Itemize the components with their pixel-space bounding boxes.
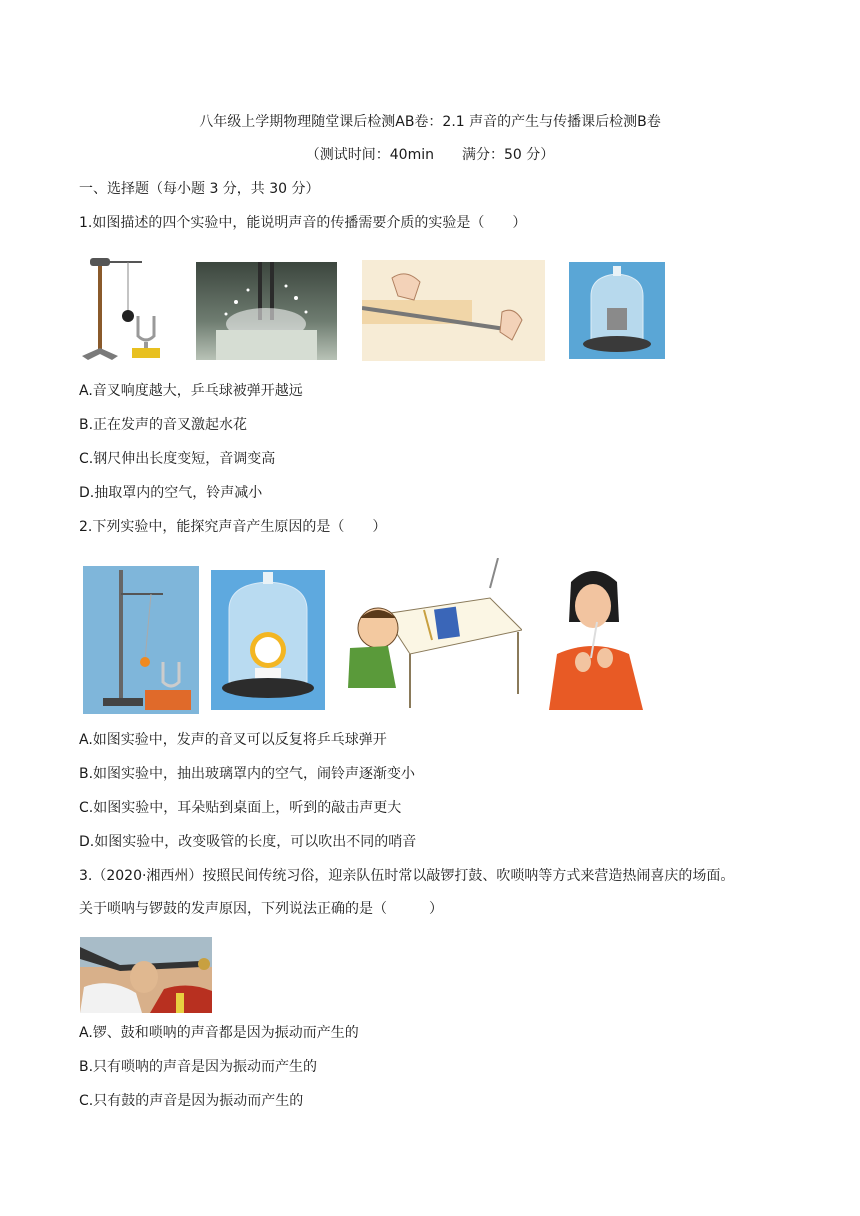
q1-figure-bell-jar bbox=[569, 262, 665, 359]
question-2-stem: 2.下列实验中，能探究声音产生原因的是（ ） bbox=[79, 519, 387, 535]
q2-figure-alarm-bell-jar bbox=[211, 570, 325, 710]
q3-figure-suona-band-photo bbox=[80, 937, 212, 1013]
question-3-stem-line2: 关于唢呐与锣鼓的发声原因，下列说法正确的是（ ） bbox=[79, 901, 443, 917]
page-title: 八年级上学期物理随堂课后检测AB卷：2.1 声音的产生与传播课后检测B卷 bbox=[199, 114, 661, 130]
page-subtitle: （测试时间：40min 满分：50 分） bbox=[305, 147, 555, 163]
q2-figure-fork-ping-pong bbox=[83, 566, 199, 714]
question-3-stem-line1: 3.（2020·湘西州）按照民间传统习俗，迎亲队伍时常以敲锣打鼓、吹唢呐等方式来营造热闹喜庆的场面。 bbox=[79, 868, 735, 884]
question-1-option-c: C.钢尺伸出长度变短，音调变高 bbox=[79, 451, 276, 467]
q1-figure-fork-water-splash bbox=[196, 262, 337, 360]
question-2-option-d: D.如图实验中，改变吸管的长度，可以吹出不同的哨音 bbox=[79, 834, 417, 850]
question-3-option-c: C.只有鼓的声音是因为振动而产生的 bbox=[79, 1093, 304, 1109]
q1-figure-steel-ruler bbox=[362, 260, 545, 361]
question-3-option-a: A.锣、鼓和唢呐的声音都是因为振动而产生的 bbox=[79, 1025, 359, 1041]
question-1-stem: 1.如图描述的四个实验中，能说明声音的传播需要介质的实验是（ ） bbox=[79, 215, 527, 231]
question-3-option-b: B.只有唢呐的声音是因为振动而产生的 bbox=[79, 1059, 318, 1075]
question-2-option-c: C.如图实验中，耳朵贴到桌面上，听到的敲击声更大 bbox=[79, 800, 402, 816]
question-2-option-a: A.如图实验中，发声的音叉可以反复将乒乓球弹开 bbox=[79, 732, 387, 748]
q2-figure-girl-straw-whistle bbox=[535, 562, 651, 710]
question-1-option-d: D.抽取罩内的空气，铃声减小 bbox=[79, 485, 263, 501]
question-1-option-b: B.正在发声的音叉激起水花 bbox=[79, 417, 248, 433]
q1-figure-tuning-fork-pendulum bbox=[80, 252, 170, 364]
question-2-option-b: B.如图实验中，抽出玻璃罩内的空气，闹铃声逐渐变小 bbox=[79, 766, 416, 782]
question-1-option-a: A.音叉响度越大，乒乓球被弹开越远 bbox=[79, 383, 303, 399]
q2-figure-ear-on-table bbox=[340, 558, 522, 710]
section-heading: 一、选择题（每小题 3 分，共 30 分） bbox=[79, 181, 320, 197]
